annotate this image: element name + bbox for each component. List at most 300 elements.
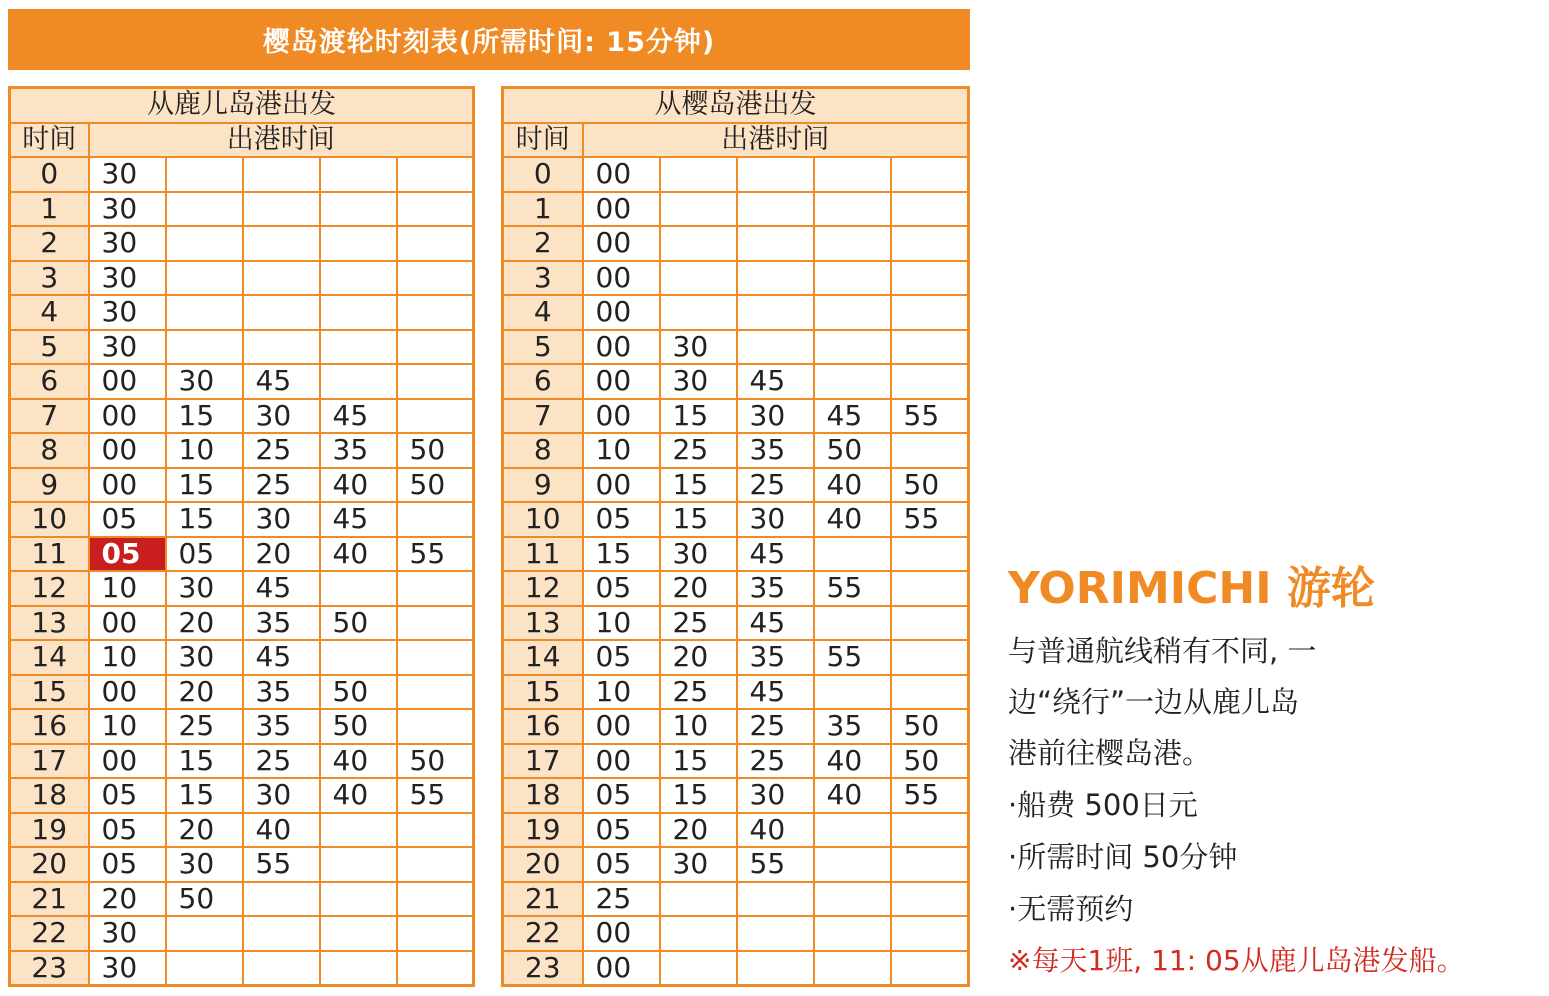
departure-minute-cell bbox=[737, 951, 814, 986]
hour-cell: 17 bbox=[503, 744, 583, 779]
departure-minute-cell: 05 bbox=[583, 502, 660, 537]
departure-minute-cell: 25 bbox=[166, 709, 243, 744]
departure-minute-cell bbox=[166, 916, 243, 951]
hour-cell: 15 bbox=[10, 675, 89, 710]
fare-bullet: ·船费 500日元 bbox=[1008, 788, 1198, 822]
departure-minute-cell: 00 bbox=[89, 433, 166, 468]
departure-minute-cell bbox=[891, 640, 969, 675]
departure-minute-cell bbox=[397, 571, 474, 606]
departure-minute-cell: 55 bbox=[891, 399, 969, 434]
departure-minute-cell: 45 bbox=[243, 571, 320, 606]
departure-minute-cell: 50 bbox=[891, 744, 969, 779]
table-row bbox=[503, 537, 969, 572]
departure-minute-cell: 10 bbox=[660, 709, 737, 744]
departure-minute-cell: 15 bbox=[660, 502, 737, 537]
departure-minute-cell: 50 bbox=[891, 709, 969, 744]
departure-minute-cell: 35 bbox=[243, 606, 320, 641]
departure-minute-cell: 50 bbox=[891, 468, 969, 503]
hour-cell: 5 bbox=[10, 330, 89, 365]
hour-cell: 21 bbox=[10, 882, 89, 917]
departure-minute-cell: 00 bbox=[89, 606, 166, 641]
departure-minute-cell bbox=[737, 916, 814, 951]
hour-cell: 9 bbox=[503, 468, 583, 503]
table-row bbox=[503, 675, 969, 710]
departure-minute-cell bbox=[814, 157, 891, 192]
departure-minute-cell: 55 bbox=[814, 640, 891, 675]
departure-minute-cell: 15 bbox=[166, 468, 243, 503]
departure-minute-cell bbox=[891, 847, 969, 882]
departure-minute-cell: 25 bbox=[660, 675, 737, 710]
table-row bbox=[10, 295, 474, 330]
hour-column-header: 时间 bbox=[10, 123, 89, 158]
departure-minute-cell: 55 bbox=[891, 778, 969, 813]
hour-column-header: 时间 bbox=[503, 123, 583, 158]
departure-minute-cell bbox=[891, 330, 969, 365]
table-row bbox=[10, 709, 474, 744]
departure-minute-cell bbox=[320, 226, 397, 261]
table-row bbox=[503, 916, 969, 951]
departure-minute-cell bbox=[243, 295, 320, 330]
departure-minute-cell bbox=[397, 226, 474, 261]
departure-minute-cell: 00 bbox=[583, 226, 660, 261]
table-row bbox=[10, 330, 474, 365]
highlighted-departure-cell: 05 bbox=[89, 537, 166, 572]
table-row bbox=[503, 330, 969, 365]
departure-minute-cell: 30 bbox=[737, 778, 814, 813]
departure-minute-cell bbox=[320, 192, 397, 227]
departure-minute-cell: 15 bbox=[166, 778, 243, 813]
departure-minute-cell: 00 bbox=[583, 744, 660, 779]
departure-minute-cell bbox=[397, 709, 474, 744]
departure-minute-cell bbox=[660, 226, 737, 261]
table-row bbox=[10, 399, 474, 434]
departure-minute-cell: 30 bbox=[166, 847, 243, 882]
departure-minute-cell: 20 bbox=[166, 606, 243, 641]
departure-minute-cell: 00 bbox=[583, 330, 660, 365]
departures-column-header: 出港时间 bbox=[583, 123, 969, 158]
departure-minute-cell: 35 bbox=[737, 433, 814, 468]
departure-minute-cell bbox=[814, 882, 891, 917]
timetable-from-sakurajima bbox=[501, 86, 970, 987]
departure-minute-cell: 45 bbox=[243, 364, 320, 399]
departure-minute-cell bbox=[166, 261, 243, 296]
departure-minute-cell: 25 bbox=[737, 744, 814, 779]
reservation-bullet: ·无需预约 bbox=[1008, 892, 1134, 926]
departure-minute-cell: 00 bbox=[583, 399, 660, 434]
departure-minute-cell: 45 bbox=[814, 399, 891, 434]
departure-minute-cell: 50 bbox=[320, 675, 397, 710]
departure-minute-cell bbox=[737, 330, 814, 365]
departure-minute-cell bbox=[737, 226, 814, 261]
departure-minute-cell bbox=[814, 226, 891, 261]
departure-minute-cell bbox=[243, 882, 320, 917]
table-row bbox=[503, 709, 969, 744]
description-line: 边“绕行”一边从鹿儿岛 bbox=[1008, 685, 1300, 719]
hour-cell: 15 bbox=[503, 675, 583, 710]
departure-minute-cell: 15 bbox=[583, 537, 660, 572]
departure-minute-cell bbox=[243, 192, 320, 227]
departure-minute-cell: 10 bbox=[583, 675, 660, 710]
hour-cell: 23 bbox=[503, 951, 583, 986]
hour-cell: 21 bbox=[503, 882, 583, 917]
departure-minute-cell: 30 bbox=[166, 364, 243, 399]
departure-minute-cell: 25 bbox=[660, 433, 737, 468]
hour-cell: 5 bbox=[503, 330, 583, 365]
departure-minute-cell: 15 bbox=[660, 744, 737, 779]
departure-minute-cell bbox=[320, 640, 397, 675]
departure-minute-cell bbox=[891, 813, 969, 848]
departure-minute-cell: 30 bbox=[89, 226, 166, 261]
departure-minute-cell: 30 bbox=[89, 951, 166, 986]
departure-minute-cell bbox=[891, 157, 969, 192]
table-row bbox=[10, 192, 474, 227]
departure-minute-cell bbox=[814, 330, 891, 365]
table-row bbox=[10, 606, 474, 641]
departure-minute-cell bbox=[320, 951, 397, 986]
departure-minute-cell: 00 bbox=[583, 709, 660, 744]
timetable-title: 樱岛渡轮时刻表(所需时间: 15分钟) bbox=[8, 9, 970, 70]
table-row bbox=[10, 157, 474, 192]
departure-minute-cell: 30 bbox=[243, 399, 320, 434]
departure-minute-cell bbox=[397, 640, 474, 675]
departure-minute-cell bbox=[320, 916, 397, 951]
departure-minute-cell bbox=[814, 606, 891, 641]
departure-minute-cell: 55 bbox=[891, 502, 969, 537]
departure-minute-cell: 20 bbox=[166, 675, 243, 710]
hour-cell: 19 bbox=[10, 813, 89, 848]
hour-cell: 23 bbox=[10, 951, 89, 986]
departure-minute-cell: 35 bbox=[243, 709, 320, 744]
departure-minute-cell bbox=[737, 157, 814, 192]
departure-minute-cell: 45 bbox=[737, 606, 814, 641]
departure-minute-cell: 00 bbox=[89, 744, 166, 779]
departure-minute-cell bbox=[397, 813, 474, 848]
hour-cell: 12 bbox=[503, 571, 583, 606]
departure-minute-cell: 25 bbox=[243, 744, 320, 779]
departure-minute-cell bbox=[891, 606, 969, 641]
departure-minute-cell: 35 bbox=[243, 675, 320, 710]
departure-minute-cell: 20 bbox=[166, 813, 243, 848]
departure-minute-cell bbox=[814, 364, 891, 399]
departure-minute-cell: 00 bbox=[583, 295, 660, 330]
departure-minute-cell bbox=[243, 330, 320, 365]
hour-cell: 1 bbox=[10, 192, 89, 227]
duration-bullet: ·所需时间 50分钟 bbox=[1008, 840, 1238, 874]
table-row bbox=[503, 399, 969, 434]
departure-minute-cell bbox=[320, 364, 397, 399]
table-row bbox=[503, 468, 969, 503]
departure-minute-cell bbox=[243, 226, 320, 261]
departure-minute-cell: 50 bbox=[166, 882, 243, 917]
departure-minute-cell: 20 bbox=[243, 537, 320, 572]
departure-minute-cell: 25 bbox=[737, 468, 814, 503]
departure-minute-cell: 40 bbox=[243, 813, 320, 848]
departure-minute-cell: 35 bbox=[814, 709, 891, 744]
departure-minute-cell: 15 bbox=[166, 399, 243, 434]
table-row bbox=[10, 916, 474, 951]
departure-minute-cell: 00 bbox=[89, 468, 166, 503]
departure-minute-cell bbox=[397, 192, 474, 227]
table-row bbox=[503, 778, 969, 813]
hour-cell: 19 bbox=[503, 813, 583, 848]
departure-minute-cell: 05 bbox=[89, 502, 166, 537]
departure-minute-cell: 15 bbox=[660, 778, 737, 813]
hour-cell: 16 bbox=[10, 709, 89, 744]
table-row bbox=[10, 502, 474, 537]
departure-minute-cell bbox=[660, 916, 737, 951]
departure-minute-cell: 15 bbox=[166, 744, 243, 779]
departure-minute-cell bbox=[891, 192, 969, 227]
departure-minute-cell bbox=[320, 157, 397, 192]
departure-minute-cell bbox=[397, 399, 474, 434]
hour-cell: 18 bbox=[503, 778, 583, 813]
departure-minute-cell: 10 bbox=[89, 571, 166, 606]
departure-minute-cell bbox=[166, 295, 243, 330]
hour-cell: 17 bbox=[10, 744, 89, 779]
hour-cell: 6 bbox=[10, 364, 89, 399]
table-row bbox=[10, 261, 474, 296]
departure-minute-cell bbox=[320, 571, 397, 606]
table-row bbox=[503, 295, 969, 330]
departure-minute-cell: 05 bbox=[583, 778, 660, 813]
departure-minute-cell: 40 bbox=[320, 778, 397, 813]
table-row bbox=[503, 226, 969, 261]
departure-minute-cell bbox=[891, 951, 969, 986]
hour-cell: 18 bbox=[10, 778, 89, 813]
departure-minute-cell bbox=[397, 916, 474, 951]
table-row bbox=[503, 744, 969, 779]
hour-cell: 20 bbox=[10, 847, 89, 882]
departure-minute-cell: 50 bbox=[397, 433, 474, 468]
departure-minute-cell: 40 bbox=[814, 778, 891, 813]
table-row bbox=[10, 813, 474, 848]
departure-minute-cell: 55 bbox=[737, 847, 814, 882]
departure-minute-cell: 00 bbox=[583, 157, 660, 192]
departure-minute-cell bbox=[737, 261, 814, 296]
timetable-from-kagoshima bbox=[8, 86, 475, 987]
departure-minute-cell bbox=[397, 502, 474, 537]
departure-minute-cell: 10 bbox=[89, 640, 166, 675]
departure-minute-cell: 30 bbox=[89, 157, 166, 192]
departure-minute-cell bbox=[166, 226, 243, 261]
departure-minute-cell: 00 bbox=[583, 261, 660, 296]
departure-minute-cell bbox=[814, 813, 891, 848]
departure-minute-cell: 00 bbox=[583, 192, 660, 227]
departure-minute-cell bbox=[814, 537, 891, 572]
departure-minute-cell: 30 bbox=[737, 502, 814, 537]
table-row bbox=[503, 606, 969, 641]
hour-cell: 3 bbox=[503, 261, 583, 296]
departure-minute-cell bbox=[891, 882, 969, 917]
departure-minute-cell: 30 bbox=[660, 537, 737, 572]
departure-minute-cell: 45 bbox=[243, 640, 320, 675]
departure-minute-cell: 30 bbox=[89, 330, 166, 365]
departure-minute-cell: 50 bbox=[320, 709, 397, 744]
hour-cell: 1 bbox=[503, 192, 583, 227]
departure-minute-cell bbox=[660, 261, 737, 296]
table-row bbox=[10, 640, 474, 675]
departure-minute-cell bbox=[660, 951, 737, 986]
departure-minute-cell bbox=[737, 192, 814, 227]
table-row bbox=[503, 157, 969, 192]
departure-minute-cell bbox=[397, 606, 474, 641]
departure-minute-cell: 05 bbox=[89, 778, 166, 813]
departure-minute-cell bbox=[320, 330, 397, 365]
departure-minute-cell bbox=[737, 882, 814, 917]
departure-minute-cell: 30 bbox=[737, 399, 814, 434]
departure-minute-cell: 25 bbox=[737, 709, 814, 744]
hour-cell: 2 bbox=[503, 226, 583, 261]
departure-minute-cell: 45 bbox=[737, 675, 814, 710]
departure-minute-cell bbox=[737, 295, 814, 330]
table-row bbox=[503, 571, 969, 606]
hour-cell: 10 bbox=[10, 502, 89, 537]
departure-minute-cell: 15 bbox=[660, 399, 737, 434]
description-line: 港前往樱岛港。 bbox=[1008, 736, 1212, 770]
hour-cell: 0 bbox=[10, 157, 89, 192]
table-row bbox=[503, 433, 969, 468]
departure-minute-cell: 00 bbox=[89, 364, 166, 399]
departure-minute-cell: 30 bbox=[89, 192, 166, 227]
departure-minute-cell: 40 bbox=[320, 744, 397, 779]
departure-minute-cell bbox=[243, 261, 320, 296]
departure-minute-cell: 55 bbox=[397, 537, 474, 572]
table-row bbox=[503, 882, 969, 917]
hour-cell: 11 bbox=[503, 537, 583, 572]
hour-cell: 22 bbox=[503, 916, 583, 951]
departure-minute-cell bbox=[397, 330, 474, 365]
departure-minute-cell bbox=[166, 192, 243, 227]
departure-minute-cell: 10 bbox=[89, 709, 166, 744]
departure-minute-cell bbox=[891, 226, 969, 261]
departure-minute-cell: 55 bbox=[814, 571, 891, 606]
departure-minute-cell: 05 bbox=[89, 813, 166, 848]
hour-cell: 10 bbox=[503, 502, 583, 537]
departure-minute-cell: 50 bbox=[397, 468, 474, 503]
departure-minute-cell: 25 bbox=[243, 433, 320, 468]
departure-minute-cell: 50 bbox=[320, 606, 397, 641]
departure-minute-cell bbox=[660, 295, 737, 330]
table-row bbox=[503, 364, 969, 399]
hour-cell: 0 bbox=[503, 157, 583, 192]
departure-minute-cell: 10 bbox=[166, 433, 243, 468]
hour-cell: 22 bbox=[10, 916, 89, 951]
departure-minute-cell bbox=[166, 951, 243, 986]
departure-minute-cell bbox=[891, 261, 969, 296]
hour-cell: 16 bbox=[503, 709, 583, 744]
table-row bbox=[503, 951, 969, 986]
hour-cell: 20 bbox=[503, 847, 583, 882]
departure-minute-cell bbox=[320, 261, 397, 296]
departure-minute-cell bbox=[397, 261, 474, 296]
hour-cell: 14 bbox=[503, 640, 583, 675]
table-row bbox=[10, 951, 474, 986]
hour-cell: 12 bbox=[10, 571, 89, 606]
table-row bbox=[10, 778, 474, 813]
table-row bbox=[503, 813, 969, 848]
departure-minute-cell: 35 bbox=[737, 571, 814, 606]
departure-minute-cell: 15 bbox=[166, 502, 243, 537]
departure-minute-cell bbox=[814, 951, 891, 986]
hour-cell: 3 bbox=[10, 261, 89, 296]
departure-minute-cell: 00 bbox=[583, 364, 660, 399]
departure-minute-cell: 30 bbox=[660, 364, 737, 399]
departure-minute-cell bbox=[397, 675, 474, 710]
cruise-description bbox=[1008, 626, 1548, 779]
departure-minute-cell bbox=[166, 330, 243, 365]
departure-minute-cell: 55 bbox=[243, 847, 320, 882]
departure-minute-cell: 00 bbox=[89, 399, 166, 434]
table-row bbox=[503, 640, 969, 675]
departure-minute-cell: 45 bbox=[320, 502, 397, 537]
departure-minute-cell: 50 bbox=[814, 433, 891, 468]
departure-minute-cell: 25 bbox=[660, 606, 737, 641]
departure-minute-cell: 00 bbox=[583, 916, 660, 951]
table-row bbox=[10, 537, 474, 572]
departure-minute-cell: 00 bbox=[583, 951, 660, 986]
hour-cell: 13 bbox=[503, 606, 583, 641]
table-row bbox=[10, 744, 474, 779]
departure-minute-cell bbox=[814, 192, 891, 227]
departure-minute-cell: 00 bbox=[89, 675, 166, 710]
departure-minute-cell: 40 bbox=[320, 537, 397, 572]
departure-minute-cell bbox=[660, 157, 737, 192]
departure-minute-cell: 30 bbox=[660, 330, 737, 365]
departure-minute-cell bbox=[320, 813, 397, 848]
departure-minute-cell bbox=[891, 571, 969, 606]
hour-cell: 7 bbox=[503, 399, 583, 434]
departure-minute-cell bbox=[320, 295, 397, 330]
hour-cell: 4 bbox=[10, 295, 89, 330]
departure-minute-cell bbox=[397, 157, 474, 192]
departure-minute-cell bbox=[243, 951, 320, 986]
hour-cell: 6 bbox=[503, 364, 583, 399]
table-row bbox=[10, 364, 474, 399]
departure-minute-cell: 05 bbox=[583, 571, 660, 606]
departure-minute-cell bbox=[660, 192, 737, 227]
departure-minute-cell bbox=[320, 882, 397, 917]
table-caption: 从樱岛港出发 bbox=[503, 88, 969, 123]
departure-minute-cell: 05 bbox=[583, 640, 660, 675]
table-row bbox=[10, 468, 474, 503]
departure-minute-cell bbox=[814, 916, 891, 951]
departures-column-header: 出港时间 bbox=[89, 123, 474, 158]
yorimichi-cruise-info bbox=[1008, 560, 1548, 987]
table-row bbox=[10, 571, 474, 606]
departure-minute-cell: 45 bbox=[737, 364, 814, 399]
departure-minute-cell: 40 bbox=[737, 813, 814, 848]
departure-minute-cell bbox=[397, 847, 474, 882]
departure-minute-cell: 30 bbox=[243, 778, 320, 813]
departure-minute-cell bbox=[243, 916, 320, 951]
departure-minute-cell bbox=[397, 295, 474, 330]
hour-cell: 8 bbox=[503, 433, 583, 468]
table-row bbox=[503, 192, 969, 227]
departure-minute-cell bbox=[891, 675, 969, 710]
departure-minute-cell: 35 bbox=[320, 433, 397, 468]
departure-minute-cell: 30 bbox=[89, 916, 166, 951]
hour-cell: 9 bbox=[10, 468, 89, 503]
departure-minute-cell: 40 bbox=[814, 744, 891, 779]
departure-minute-cell bbox=[891, 295, 969, 330]
hour-cell: 2 bbox=[10, 226, 89, 261]
departure-minute-cell: 45 bbox=[320, 399, 397, 434]
table-row bbox=[503, 502, 969, 537]
departure-minute-cell: 40 bbox=[814, 502, 891, 537]
departure-minute-cell bbox=[891, 433, 969, 468]
hour-cell: 7 bbox=[10, 399, 89, 434]
departure-minute-cell: 30 bbox=[660, 847, 737, 882]
